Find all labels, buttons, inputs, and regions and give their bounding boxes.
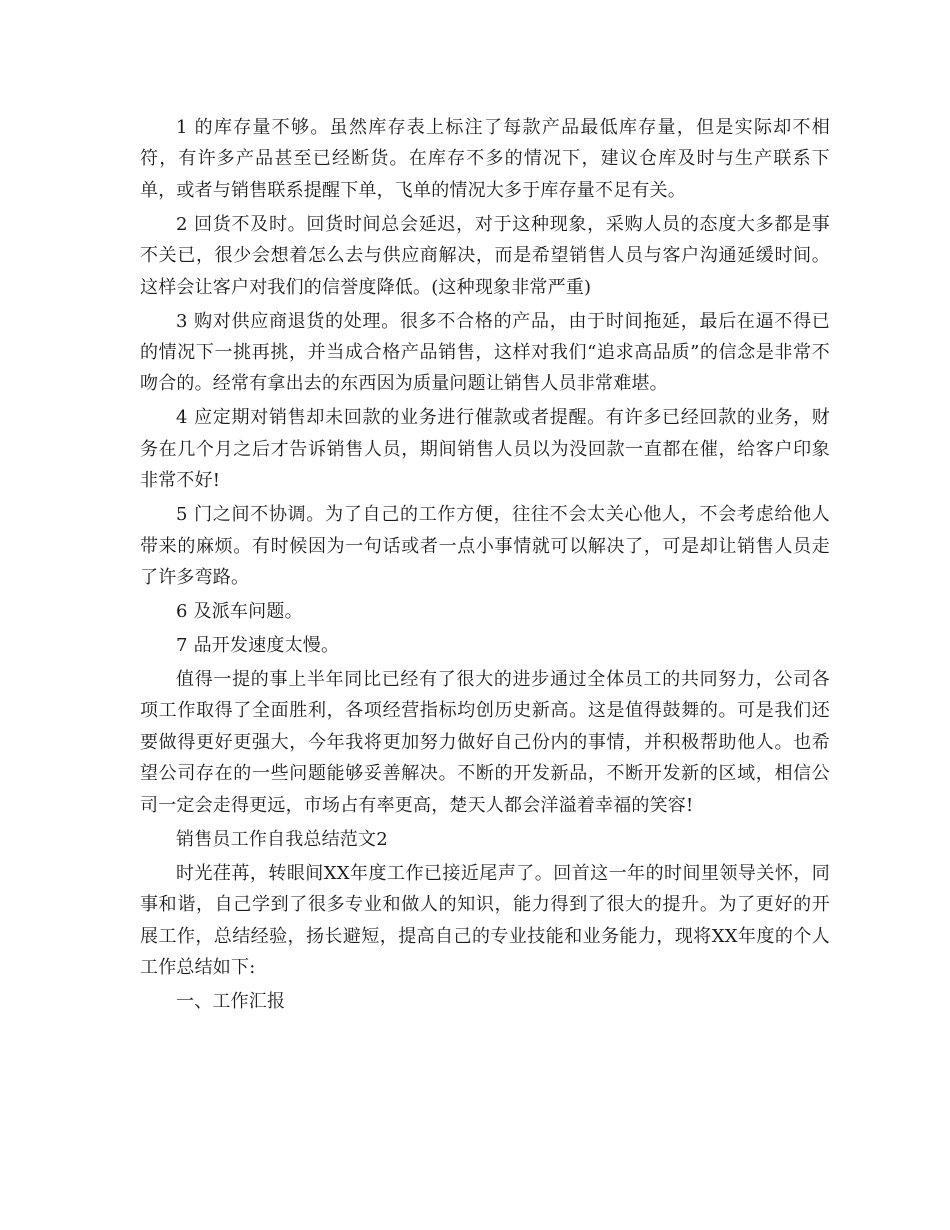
- paragraph-collections: 4 应定期对销售却未回款的业务进行催款或者提醒。有许多已经回款的业务，财务在几个月之后才告诉销售人员，期间销售人员以为没回款一直都在催，给客户印象非常不好!: [140, 407, 830, 492]
- section-heading: 一、工作汇报: [176, 990, 286, 1012]
- paragraph-intro: 时光荏苒，转眼间XX年度工作已接近尾声了。回首这一年的时间里领导关怀，同事和谐，自己学到了很多专业和做人的知识，能力得到了很大的提升。为了更好的开展工作，总结经验，扬长避短，提高自己的专业技能和业务能力，现将XX年度的个人工作总结如下:: [140, 862, 830, 978]
- paragraph-development: 7 品开发速度太慢。: [176, 635, 340, 657]
- paragraph-conclusion: 值得一提的事上半年同比已经有了很大的进步通过全体员工的共同努力，公司各项工作取得了全面胜利，各项经营指标均创历史新高。这是值得鼓舞的。可是我们还要做得更好更强大，今年我将更加努力做好自己份内的事情，并积极帮助他人。也希望公司存在的一些问题能够妥善解决。不断的开发新品，不断开发新的区域，相信公司一定会走得更远，市场占有率更高，楚天人都会洋溢着幸福的笑容!: [140, 669, 830, 816]
- document-page: [140, 112, 830, 1017]
- section-title: 销售员工作自我总结范文2: [176, 828, 388, 850]
- paragraph-coordination: 5 门之间不协调。为了自己的工作方便，往往不会太关心他人，不会考虑给他人带来的麻烦。有时候因为一句话或者一点小事情就可以解决了，可是却让销售人员走了许多弯路。: [140, 504, 830, 589]
- paragraph-delivery: 2 回货不及时。回货时间总会延迟，对于这种现象，采购人员的态度大多都是事不关已，很少会想着怎么去与供应商解决，而是希望销售人员与客户沟通延缓时间。这样会让客户对我们的信誉度降低。(这种现象非常严重): [140, 213, 830, 298]
- paragraph-returns: 3 购对供应商退货的处理。很多不合格的产品，由于时间拖延，最后在逼不得已的情况下一挑再挑，并当成合格产品销售，这样对我们“追求高品质”的信念是非常不吻合的。经常有拿出去的东西因为质量问题让销售人员非常难堪。: [140, 310, 830, 395]
- paragraph-inventory: 1 的库存量不够。虽然库存表上标注了每款产品最低库存量，但是实际却不相符，有许多产品甚至已经断货。在库存不多的情况下，建议仓库及时与生产联系下单，或者与销售联系提醒下单，飞单的情况大多于库存量不足有关。: [140, 117, 830, 201]
- paragraph-dispatch: 6 及派车问题。: [176, 601, 303, 623]
